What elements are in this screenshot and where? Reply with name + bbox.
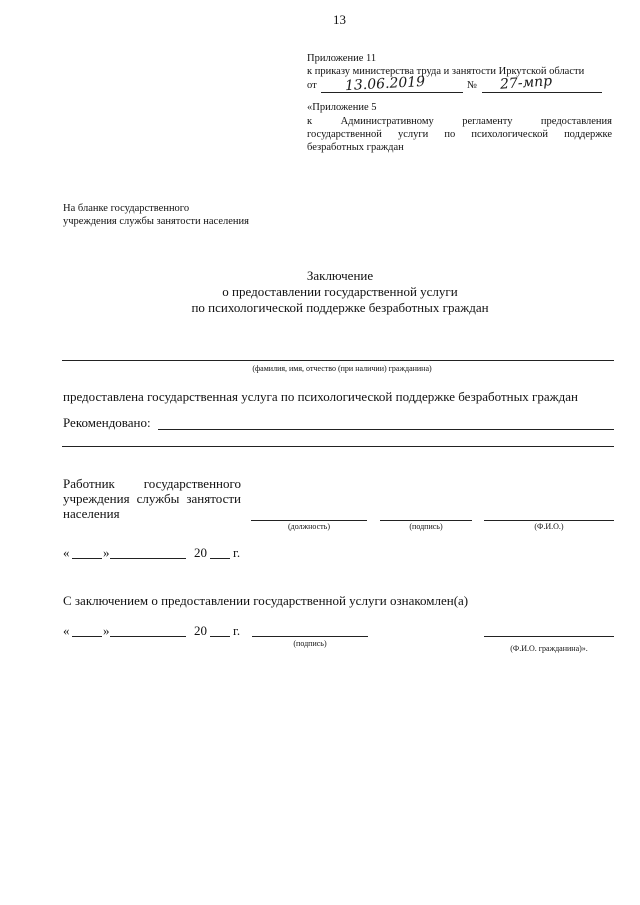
acquainted-text: С заключением о предоставлении государственной услуги ознакомлен(а) [63,593,469,608]
appendix-5-line4: безработных граждан [307,142,404,153]
worker-label-line1 [63,476,241,491]
fio-short-caption: (Ф.И.О.) [534,522,564,531]
appendix-5-word: к [307,116,313,127]
blank-note-line2: учреждения службы занятости населения [63,216,249,227]
appendix-5-line3 [307,129,612,141]
provided-service-text: предоставлена государственная услуга по психологической поддержке безработных граждан [63,389,578,404]
citizen-signature-line [252,636,368,637]
worker-label-line3: населения [63,506,120,521]
handwritten-number: 27-мпр [499,73,553,93]
position-caption: (должность) [288,522,330,531]
appendix-5-word: поддержке [564,129,612,140]
appendix-5-word: предоставления [540,116,612,127]
recommendation-line-2 [62,446,614,447]
appendix-5-word: Административному [340,116,434,127]
worker-word: государственного [143,476,241,491]
month2-line [110,636,186,637]
citizen-fio-line [484,636,614,637]
recommendation-line-1 [158,429,614,430]
citizen-fio-caption: (Ф.И.О. гражданина)». [510,644,588,653]
appendix-5-word: государственной [307,129,382,140]
fio-line [62,360,614,361]
appendix-5-title: «Приложение 5 [307,102,377,113]
appendix-5-word: услуги [397,129,429,140]
handwritten-date: 13.06.2019 [344,73,426,95]
appendix-11-from-label: от [307,80,317,91]
worker-word: учреждения [63,491,130,506]
date2-open-quote: « [63,623,70,638]
year2-line [210,636,230,637]
appendix-5-line2 [307,116,612,128]
document-subtitle-1: о предоставлении государственной услуги [222,284,458,299]
worker-label-line2 [63,491,241,506]
document-subtitle-2: по психологической поддержке безработных граждан [191,300,489,315]
fio-caption: (фамилия, имя, отчество (при наличии) гражданина) [252,364,432,373]
appendix-11-order-line: к приказу министерства труда и занятости Иркутской области [307,66,585,77]
year-suffix: г. [233,545,241,560]
citizen-signature-caption: (подпись) [293,639,327,648]
signature-line [380,520,472,521]
date-underline [321,92,463,93]
month-line [110,558,186,559]
blank-note-line1: На бланке государственного [63,203,190,214]
recommended-label: Рекомендовано: [63,415,151,430]
worker-word: занятости [186,491,241,506]
appendix-11-number-label: № [467,80,478,91]
year-prefix: 20 [194,545,207,560]
appendix-5-word: регламенту [462,116,513,127]
date2-close-quote: » [103,623,110,638]
worker-word: Работник [63,476,115,491]
day-line [72,558,102,559]
worker-word: службы [136,491,180,506]
year-line [210,558,230,559]
year2-suffix: г. [233,623,241,638]
fio-signature-line [484,520,614,521]
page-number: 13 [333,12,346,27]
appendix-5-word: по [444,129,456,140]
year2-prefix: 20 [194,623,207,638]
date-open-quote: « [63,545,70,560]
appendix-11-title: Приложение 11 [307,53,377,64]
appendix-5-word: психологической [471,129,548,140]
date-close-quote: » [103,545,110,560]
position-line [251,520,367,521]
day2-line [72,636,102,637]
document-title: Заключение [306,268,374,283]
signature-caption: (подпись) [409,522,443,531]
